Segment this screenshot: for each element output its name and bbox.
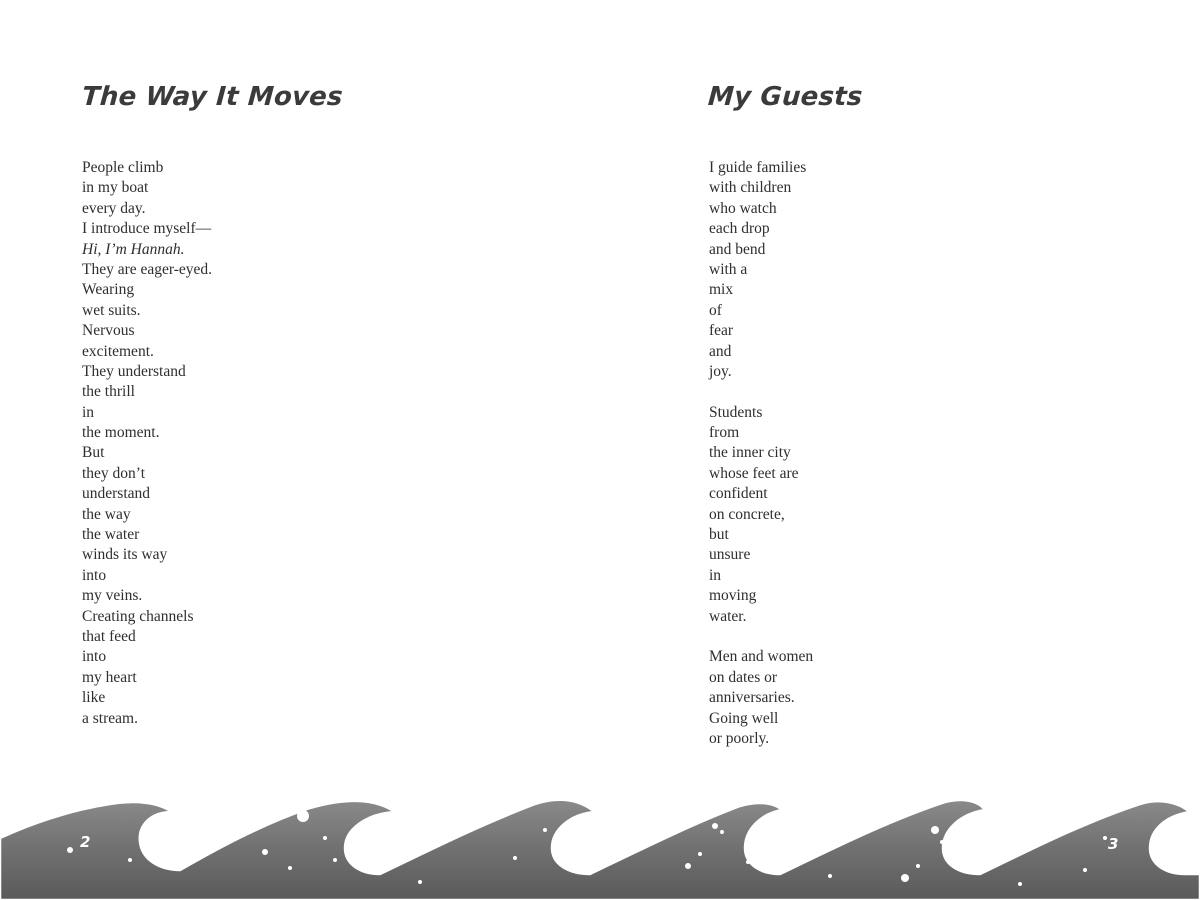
poem-line: Going well (709, 709, 779, 727)
poem-body (709, 158, 813, 749)
poem-line: the way (82, 505, 131, 523)
poem-line: wet suits. (82, 301, 141, 319)
poem-line: They are eager-eyed. (82, 260, 213, 278)
poem-line: water. (709, 607, 747, 625)
poem-line: my heart (82, 668, 137, 686)
poem-line: the thrill (82, 383, 135, 401)
poem-title: My Guests (706, 82, 864, 112)
poem-line: winds its way (82, 546, 168, 564)
poem-line: a stream. (82, 709, 138, 727)
poem-line: excitement. (82, 342, 154, 360)
poem-line: They understand (82, 362, 186, 380)
poem-line: the inner city (709, 444, 791, 462)
poem-line: Wearing (82, 281, 135, 299)
poem-line: confident (709, 485, 768, 503)
right-page (600, 0, 1200, 900)
poem-line: every day. (82, 199, 146, 217)
poem-line: from (709, 424, 740, 442)
poem-line: fear (709, 322, 734, 340)
page-number: 2 (80, 833, 91, 851)
poem-line: or poorly. (709, 729, 770, 747)
poem-line: unsure (709, 546, 751, 564)
poem-line: joy. (709, 362, 732, 380)
poem-line: in (709, 566, 722, 584)
poem-title: The Way It Moves (80, 82, 344, 112)
poem-line: they don’t (82, 464, 145, 482)
poem-line: with children (709, 179, 792, 197)
poem-line: and (709, 342, 732, 360)
stanza-break (709, 382, 813, 402)
poem-line: into (82, 566, 107, 584)
poem-line: each drop (709, 220, 770, 238)
poem-line: the water (82, 526, 140, 544)
poem-line: in (82, 403, 95, 421)
poem-line: of (709, 301, 722, 319)
poem-line: Men and women (709, 648, 814, 666)
poem-line: on concrete, (709, 505, 785, 523)
poem-line: my veins. (82, 587, 143, 605)
poem-line: I introduce myself— (82, 220, 212, 238)
page-number: 3 (1108, 835, 1119, 853)
poem-line: into (82, 648, 107, 666)
poem-line: on dates or (709, 668, 778, 686)
poem-line: the moment. (82, 424, 160, 442)
poem-line: understand (82, 485, 151, 503)
poem-line: anniversaries. (709, 689, 795, 707)
poem-line: I guide families (709, 159, 807, 176)
stanza-break (709, 627, 813, 647)
poem-line: like (82, 689, 106, 707)
poem-line: in my boat (82, 179, 149, 197)
poem-line: Nervous (82, 322, 135, 340)
poem-line: Hi, I’m Hannah. (82, 240, 185, 258)
poem-line: that feed (82, 627, 136, 645)
poem-line: whose feet are (709, 464, 799, 482)
poem-line: Students (709, 403, 763, 421)
poem-line: but (709, 526, 729, 544)
poem-line: Creating channels (82, 607, 194, 625)
poem-line: mix (709, 281, 734, 299)
poem-body (82, 158, 212, 729)
poem-line: with a (709, 260, 748, 278)
poem-line: moving (709, 587, 757, 605)
poem-line: People climb (82, 159, 164, 176)
poem-line: and bend (709, 240, 766, 258)
wave-illustration-icon (0, 790, 1200, 900)
poem-line: But (82, 444, 105, 462)
poem-line: who watch (709, 199, 777, 217)
